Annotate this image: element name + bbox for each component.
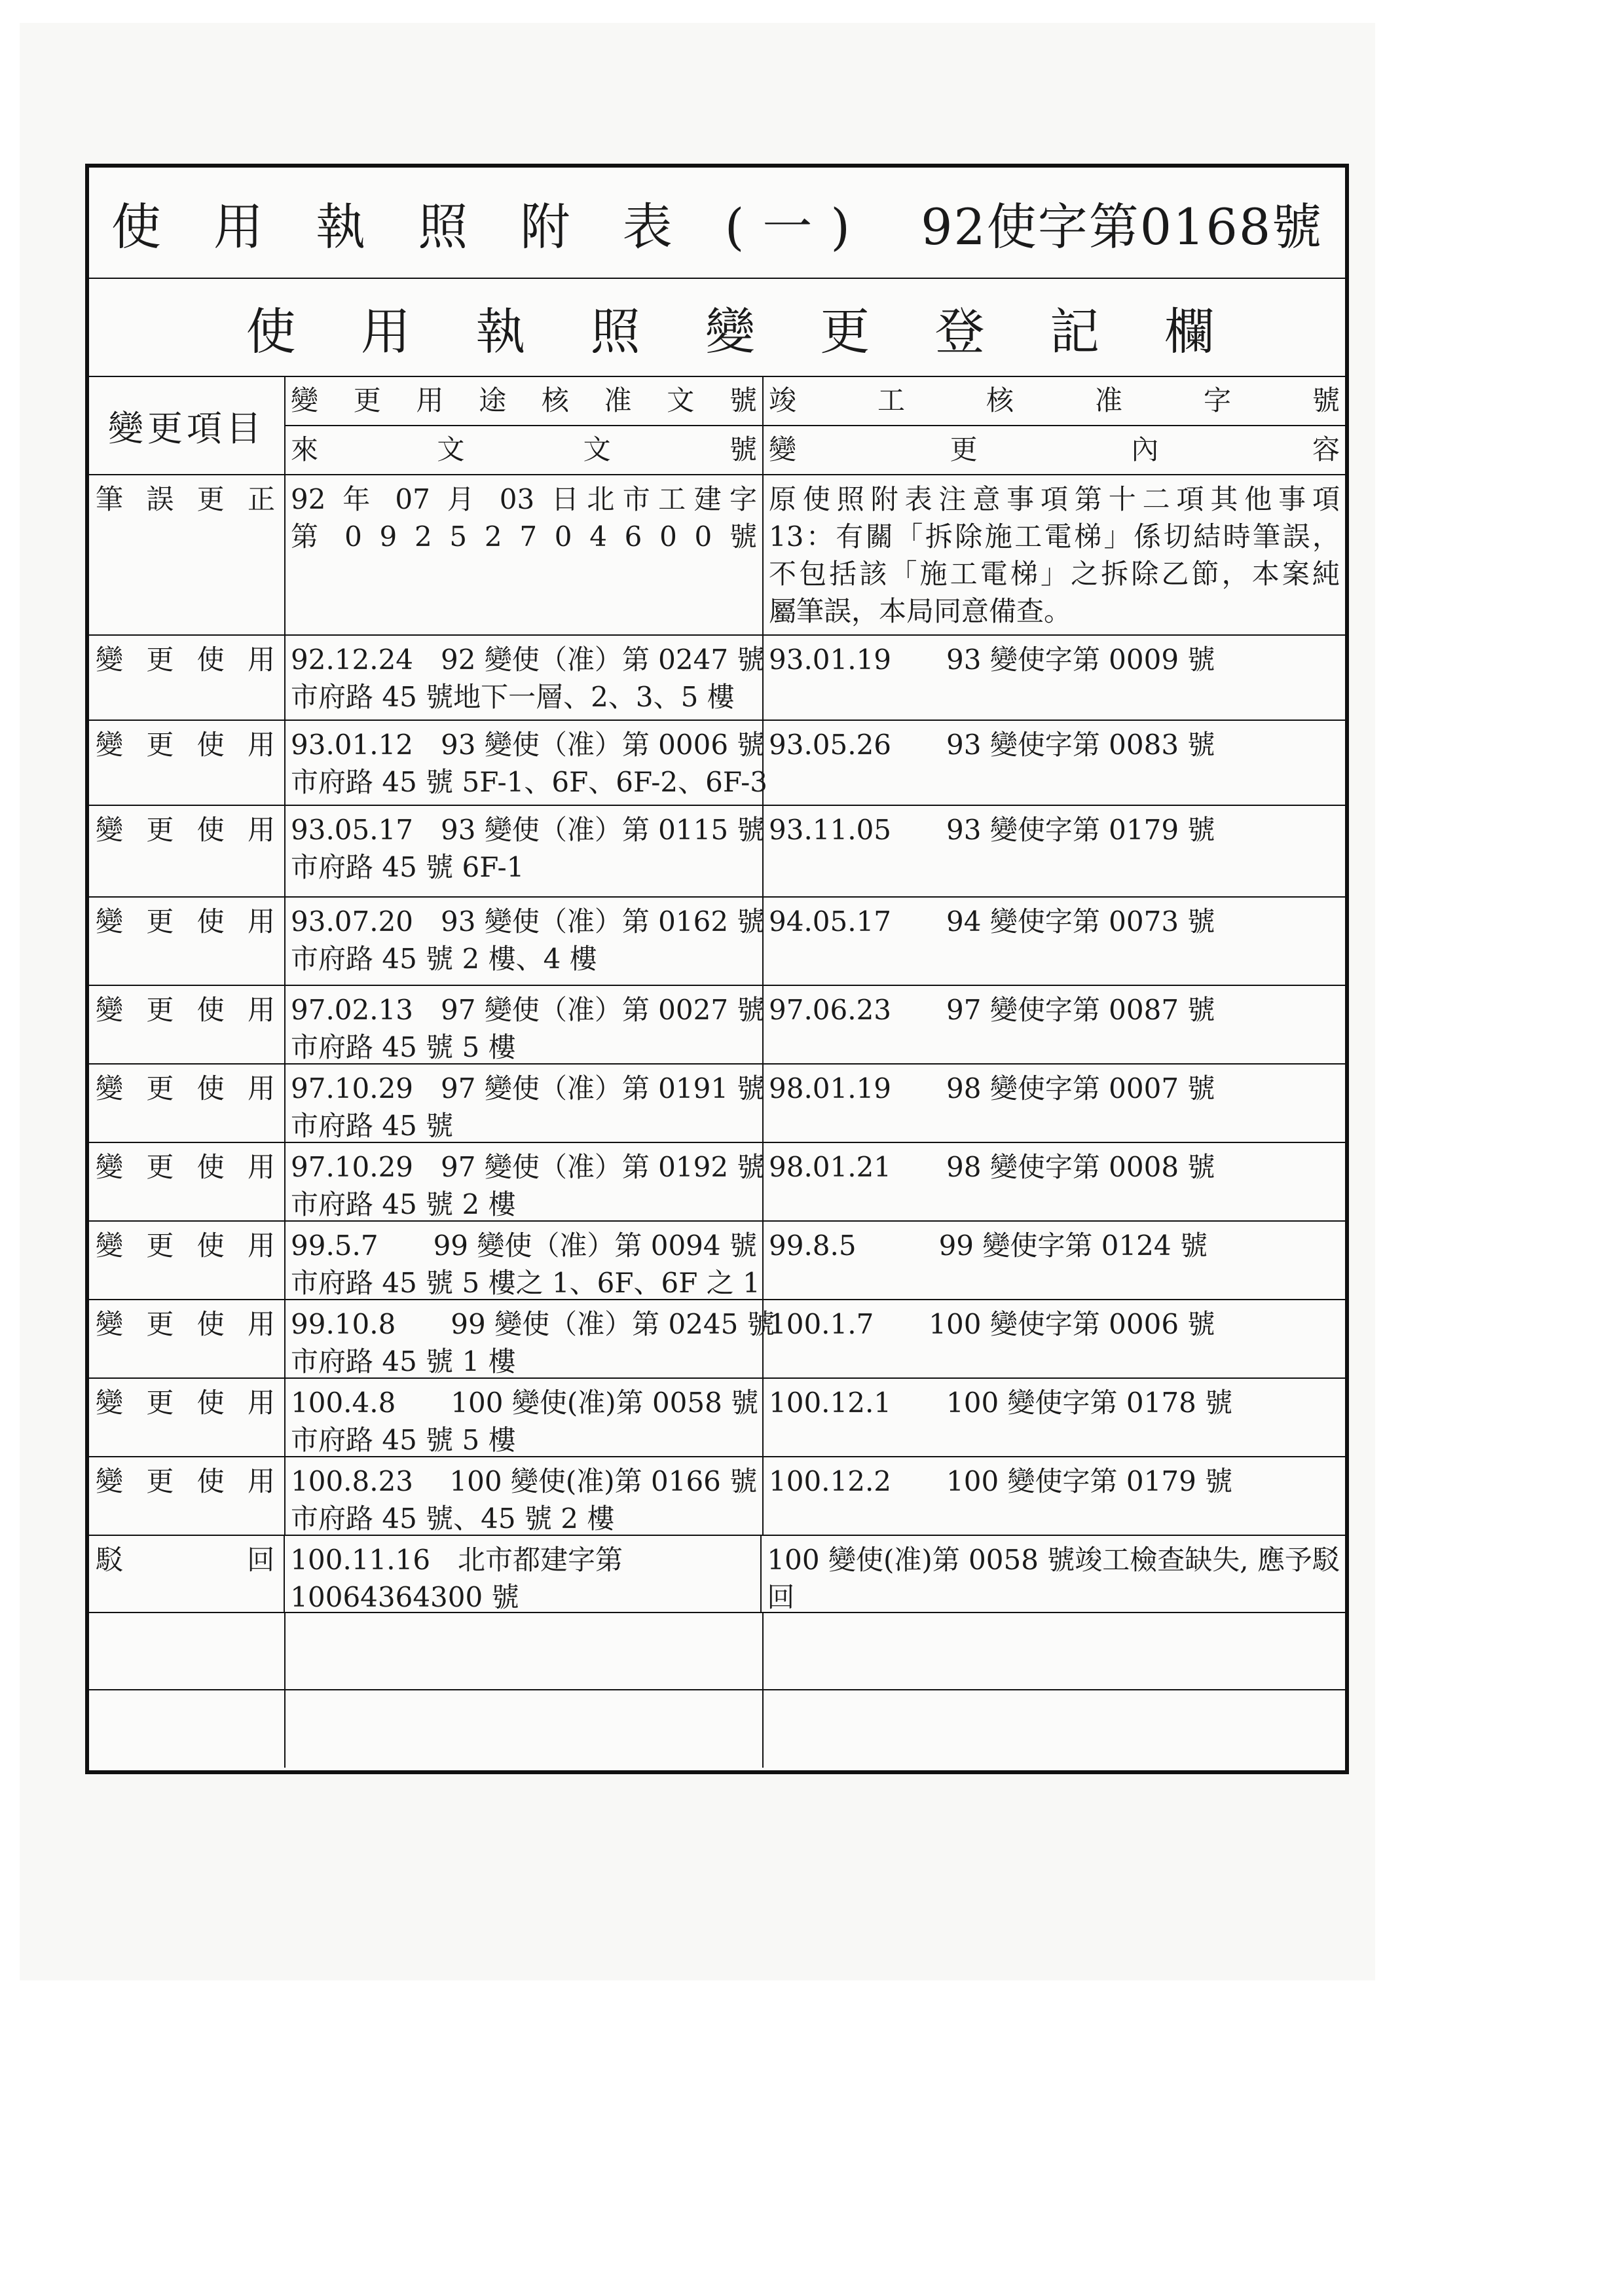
page-title: 使 用 執 照 附 表 (一) <box>111 197 869 256</box>
cell-line: 97.10.29 97 變使（准）第 0191 號 <box>291 1072 765 1104</box>
approval-doc-cell <box>286 1143 764 1220</box>
completion-cell <box>764 1143 1345 1220</box>
completion-cell <box>764 1457 1345 1535</box>
table-row <box>89 986 1345 1065</box>
cell-line: 100.11.16 北市都建字第 <box>290 1544 623 1576</box>
section-banner <box>89 279 1345 377</box>
header-completion-column <box>764 377 1345 474</box>
approval-doc-cell <box>286 1690 764 1768</box>
cell-line: 99.8.5 99 變使字第 0124 號 <box>769 1230 1208 1262</box>
license-number: 92使字第0168號 <box>921 197 1323 256</box>
table-row <box>89 1613 1345 1690</box>
cell-line: 93.05.17 93 變使（准）第 0115 號 <box>291 814 765 846</box>
table-row <box>89 1143 1345 1222</box>
cell-line: 回 <box>767 1581 795 1613</box>
cell-line: 100 變使(准)第 0058 號竣工檢查缺失, 應予駁 <box>767 1544 1340 1576</box>
change-item-cell <box>89 1690 286 1768</box>
completion-cell <box>762 1536 1345 1612</box>
banner-char: 變 <box>705 302 755 361</box>
cell-line: 市府路 45 號 1 樓 <box>291 1345 516 1377</box>
header-approval-doc: 變 更 用 途 核 准 文 號 <box>286 377 762 426</box>
change-item-cell: 變 更 使 用 <box>89 636 286 720</box>
completion-cell <box>764 986 1345 1063</box>
cell-line: 市府路 45 號 6F-1 <box>291 851 525 883</box>
column-header-row <box>89 377 1345 475</box>
cell-line: 市府路 45 號、45 號 2 樓 <box>291 1503 615 1535</box>
table-row <box>89 721 1345 806</box>
banner-char: 登 <box>934 302 985 361</box>
title-row <box>89 168 1345 279</box>
cell-line: 市府路 45 號 2 樓 <box>291 1188 516 1220</box>
approval-doc-cell <box>286 1222 764 1299</box>
license-appendix-table <box>85 164 1349 1774</box>
approval-doc-cell <box>286 636 764 720</box>
banner-char: 用 <box>360 302 411 361</box>
cell-line: 100.8.23 100 變使(准)第 0166 號 <box>291 1465 758 1497</box>
approval-doc-cell <box>286 475 764 634</box>
table-row <box>89 475 1345 636</box>
cell-line: 市府路 45 號 5 樓 <box>291 1031 516 1063</box>
cell-line: 93.11.05 93 變使字第 0179 號 <box>769 814 1215 846</box>
cell-line: 13：有關「拆除施工電梯」係切結時筆誤， <box>769 520 1340 553</box>
change-item-cell: 變 更 使 用 <box>89 1457 286 1535</box>
cell-line: 94.05.17 94 變使字第 0073 號 <box>769 905 1215 938</box>
approval-doc-cell <box>285 1536 762 1612</box>
completion-cell <box>764 1065 1345 1142</box>
change-item-cell: 變 更 使 用 <box>89 806 286 896</box>
cell-line: 97.06.23 97 變使字第 0087 號 <box>769 994 1215 1026</box>
cell-line: 市府路 45 號地下一層、2、3、5 樓 <box>291 681 735 713</box>
table-row <box>89 1690 1345 1768</box>
cell-line: 93.01.12 93 變使（准）第 0006 號 <box>291 729 765 761</box>
approval-doc-cell <box>286 898 764 985</box>
completion-cell <box>764 475 1345 634</box>
completion-cell <box>764 1690 1345 1768</box>
change-item-cell: 駁 回 <box>89 1536 285 1612</box>
change-item-cell: 變 更 使 用 <box>89 986 286 1063</box>
table-row <box>89 1379 1345 1457</box>
cell-line: 10064364300 號 <box>290 1581 519 1613</box>
change-item-cell: 變 更 使 用 <box>89 1222 286 1299</box>
header-incoming-doc: 來 文 文 號 <box>291 433 757 465</box>
cell-line: 市府路 45 號 5 樓 <box>291 1424 516 1456</box>
change-item-cell: 變 更 使 用 <box>89 1065 286 1142</box>
cell-line: 市府路 45 號 5F-1、6F、6F-2、6F-3 <box>291 766 768 798</box>
approval-doc-cell <box>286 1613 764 1689</box>
approval-doc-cell <box>286 1065 764 1142</box>
header-change-content: 變 更 內 容 <box>769 433 1340 465</box>
table-row <box>89 1300 1345 1379</box>
cell-line: 99.10.8 99 變使（准）第 0245 號 <box>291 1308 775 1340</box>
cell-line: 99.5.7 99 變使（准）第 0094 號 <box>291 1230 757 1262</box>
cell-line: 100.12.1 100 變使字第 0178 號 <box>769 1387 1233 1419</box>
change-item-cell: 變 更 使 用 <box>89 1300 286 1377</box>
cell-line: 屬筆誤，本局同意備查。 <box>769 595 1072 627</box>
approval-doc-cell <box>286 721 768 805</box>
cell-line: 98.01.19 98 變使字第 0007 號 <box>769 1072 1215 1104</box>
cell-line: 93.05.26 93 變使字第 0083 號 <box>769 729 1215 761</box>
cell-line: 原使照附表注意事項第十二項其他事項 <box>769 483 1340 515</box>
completion-cell <box>764 806 1345 896</box>
approval-doc-cell <box>286 1300 775 1377</box>
banner-char: 記 <box>1049 302 1099 361</box>
cell-line: 市府路 45 號 5 樓之 1、6F、6F 之 1 <box>291 1267 760 1299</box>
completion-cell <box>764 898 1345 985</box>
cell-line: 98.01.21 98 變使字第 0008 號 <box>769 1151 1215 1183</box>
header-completion-no: 竣 工 核 准 字 號 <box>764 377 1345 426</box>
approval-doc-cell <box>286 1379 764 1456</box>
header-approval-column <box>286 377 764 474</box>
completion-cell <box>764 1613 1345 1689</box>
cell-line: 市府路 45 號 2 樓、4 樓 <box>291 943 597 975</box>
banner-char: 使 <box>246 302 296 361</box>
change-item-cell: 變 更 使 用 <box>89 1143 286 1220</box>
table-row <box>89 636 1345 721</box>
banner-char: 更 <box>820 302 870 361</box>
cell-line: 93.01.19 93 變使字第 0009 號 <box>769 644 1215 676</box>
completion-cell <box>764 636 1345 720</box>
table-row <box>89 806 1345 898</box>
table-body <box>89 475 1345 1770</box>
approval-doc-cell <box>286 806 764 896</box>
banner-char: 欄 <box>1164 302 1215 361</box>
cell-line: 92.12.24 92 變使（准）第 0247 號 <box>291 644 765 676</box>
approval-doc-cell <box>286 986 764 1063</box>
cell-line: 93.07.20 93 變使（准）第 0162 號 <box>291 905 765 938</box>
banner-char: 執 <box>475 302 526 361</box>
table-row <box>89 898 1345 986</box>
change-item-cell: 筆 誤 更 正 <box>89 475 286 634</box>
cell-line: 100.1.7 100 變使字第 0006 號 <box>769 1308 1215 1340</box>
completion-cell <box>764 1222 1345 1299</box>
change-item-cell: 變 更 使 用 <box>89 1379 286 1456</box>
completion-cell <box>764 1300 1345 1377</box>
cell-line: 市府路 45 號 <box>291 1110 454 1142</box>
change-item-cell: 變 更 使 用 <box>89 898 286 985</box>
change-item-cell <box>89 1613 286 1689</box>
cell-line: 92 年 07 月 03 日北市工建字 <box>291 483 757 515</box>
header-change-item: 變更項目 <box>89 377 286 474</box>
cell-line: 100.12.2 100 變使字第 0179 號 <box>769 1465 1233 1497</box>
completion-cell <box>764 1379 1345 1456</box>
banner-char: 照 <box>590 302 640 361</box>
table-row <box>89 1065 1345 1143</box>
completion-cell <box>764 721 1345 805</box>
cell-line: 97.02.13 97 變使（准）第 0027 號 <box>291 994 765 1026</box>
table-row <box>89 1457 1345 1536</box>
cell-line: 97.10.29 97 變使（准）第 0192 號 <box>291 1151 765 1183</box>
table-row <box>89 1222 1345 1300</box>
table-row <box>89 1536 1345 1613</box>
change-item-cell: 變 更 使 用 <box>89 721 286 805</box>
cell-line: 第 0 9 2 5 2 7 0 4 6 0 0 號 <box>291 520 757 553</box>
approval-doc-cell <box>286 1457 764 1535</box>
cell-line: 不包括該「施工電梯」之拆除乙節，本案純 <box>769 558 1340 590</box>
cell-line: 100.4.8 100 變使(准)第 0058 號 <box>291 1387 759 1419</box>
